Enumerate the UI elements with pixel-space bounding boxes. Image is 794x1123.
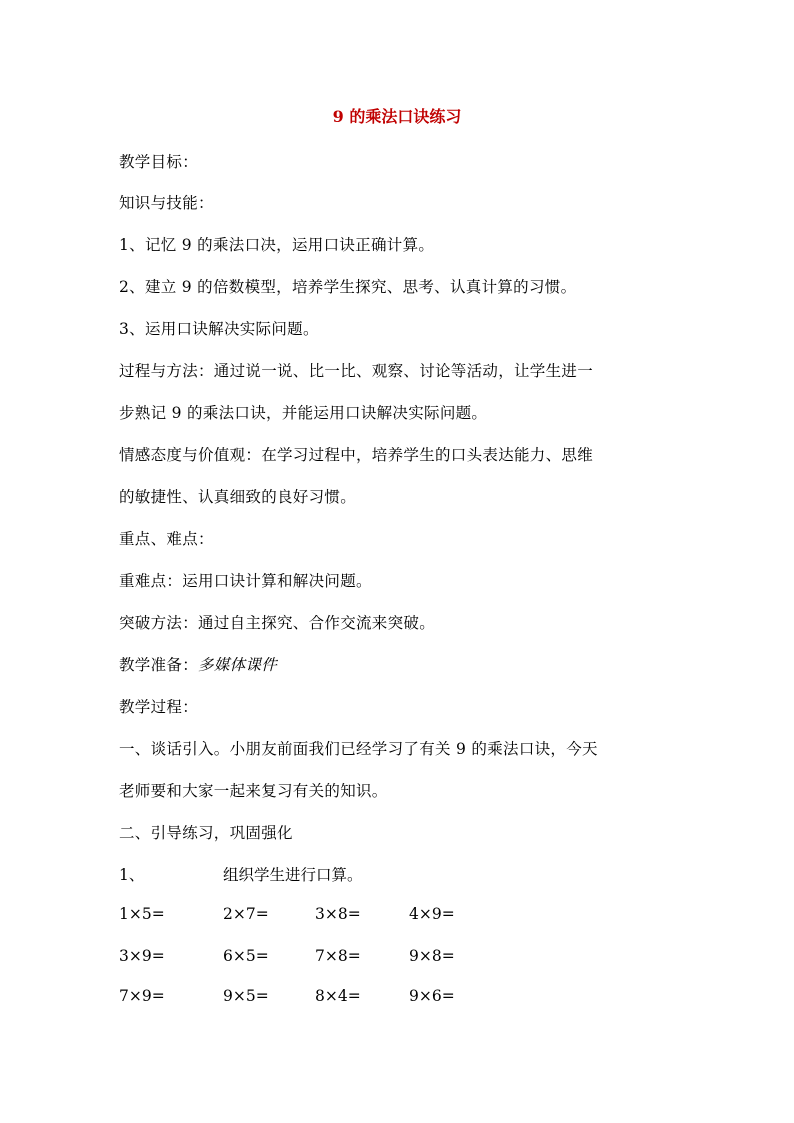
- exercise-item: 7×8=: [315, 947, 361, 965]
- exercise-item: 3×8=: [315, 905, 361, 923]
- process-method-line-2: 步熟记 9 的乘法口诀，并能运用口诀解决实际问题。: [119, 404, 488, 422]
- section-heading-key-points: 重点、难点：: [119, 530, 214, 548]
- exercise-item: 1×5=: [119, 905, 165, 923]
- process-method-line-1: 过程与方法：通过说一说、比一比、观察、讨论等活动，让学生进一: [119, 362, 594, 380]
- exercise-item: 4×9=: [409, 905, 455, 923]
- exercise-item: 8×4=: [315, 987, 361, 1005]
- exercise-intro-text: 组织学生进行口算。: [223, 866, 363, 884]
- exercise-item: 2×7=: [223, 905, 269, 923]
- teaching-prep-value: 多媒体课件: [198, 656, 278, 674]
- intro-line-1: 一、谈话引入。小朋友前面我们已经学习了有关 9 的乘法口诀，今天: [119, 740, 598, 758]
- document-title: 9 的乘法口诀练习: [332, 107, 462, 126]
- exercise-item: 3×9=: [119, 947, 165, 965]
- exercise-item: 9×8=: [409, 947, 455, 965]
- exercise-item: 9×6=: [409, 987, 455, 1005]
- exercise-item: 7×9=: [119, 987, 165, 1005]
- attitude-values-line-1: 情感态度与价值观：在学习过程中，培养学生的口头表达能力、思维: [119, 446, 594, 464]
- section-heading-objectives: 教学目标：: [119, 153, 199, 171]
- exercise-item: 9×5=: [223, 987, 269, 1005]
- intro-line-2: 老师要和大家一起来复习有关的知识。: [119, 782, 388, 800]
- exercise-intro-number: 1、: [119, 866, 145, 884]
- breakthrough-method-line: 突破方法：通过自主探究、合作交流来突破。: [119, 614, 436, 632]
- section-heading-process: 教学过程：: [119, 698, 199, 716]
- objective-item-1: 1、记忆 9 的乘法口决，运用口诀正确计算。: [119, 236, 435, 254]
- guided-practice-heading: 二、引导练习，巩固强化: [119, 824, 293, 842]
- objective-item-2: 2、建立 9 的倍数模型，培养学生探究、思考、认真计算的习惯。: [119, 278, 577, 296]
- objective-item-3: 3、运用口诀解决实际问题。: [119, 320, 319, 338]
- attitude-values-line-2: 的敏捷性、认真细致的良好习惯。: [119, 488, 357, 506]
- key-difficulty-line: 重难点：运用口诀计算和解决问题。: [119, 572, 372, 590]
- subheading-knowledge-skills: 知识与技能：: [119, 194, 214, 212]
- teaching-prep-line: [119, 653, 277, 675]
- exercise-item: 6×5=: [223, 947, 269, 965]
- teaching-prep-label: 教学准备：: [119, 656, 199, 674]
